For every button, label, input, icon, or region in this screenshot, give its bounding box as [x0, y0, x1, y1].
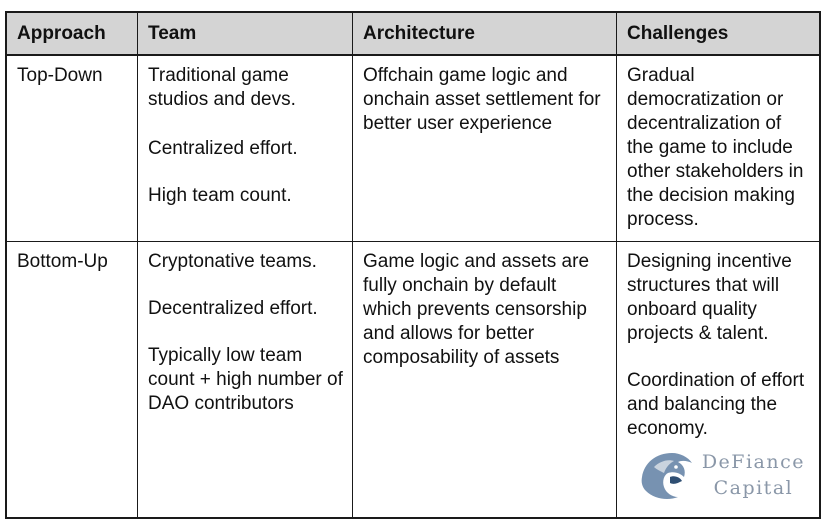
- defiance-capital-logo: [634, 447, 805, 503]
- row2-team-line-3: Typically low team count + high number of DAO contributors: [148, 345, 343, 414]
- row1-team-line-2: Centralized effort.: [148, 138, 298, 159]
- row1-challenges: Gradual democratization or decentralization of the game to include other stakeholders in the decision making process.: [627, 65, 804, 230]
- row1-architecture-cell: [353, 56, 617, 242]
- horse-head-logo-icon: [634, 447, 696, 503]
- row1-approach: Top-Down: [17, 65, 103, 86]
- row2-approach: Bottom-Up: [17, 251, 108, 272]
- logo-line-2: Capital: [713, 477, 794, 499]
- row1-architecture: Offchain game logic and onchain asset settlement for better user experience: [363, 65, 601, 134]
- row2-architecture: Game logic and assets are fully onchain by default which prevents censorship and allows for better composability of assets: [363, 251, 590, 368]
- row2-architecture-cell: [353, 242, 617, 517]
- header-challenges: Challenges: [617, 13, 819, 56]
- row2-team-cell: [138, 242, 353, 517]
- header-architecture: Architecture: [353, 13, 617, 56]
- row1-challenges-cell: [617, 56, 819, 242]
- row1-team-line-1: Traditional game studios and devs.: [148, 65, 296, 110]
- row1-team-line-3: High team count.: [148, 185, 292, 206]
- row2-approach-cell: [7, 242, 138, 517]
- header-team: Team: [138, 13, 353, 56]
- row2-team-line-2: Decentralized effort.: [148, 298, 318, 319]
- row2-challenges-cell: [617, 242, 819, 517]
- header-approach: Approach: [7, 13, 138, 56]
- row1-approach-cell: [7, 56, 138, 242]
- row2-challenges-line-2: Coordination of effort and balancing the economy.: [627, 370, 805, 439]
- logo-line-1: DeFiance: [701, 451, 805, 473]
- row2-challenges-line-1: Designing incentive structures that will onboard quality projects & talent.: [627, 251, 792, 344]
- row1-team-cell: [138, 56, 353, 242]
- row2-team-line-1: Cryptonative teams.: [148, 251, 317, 272]
- comparison-table: [5, 11, 821, 519]
